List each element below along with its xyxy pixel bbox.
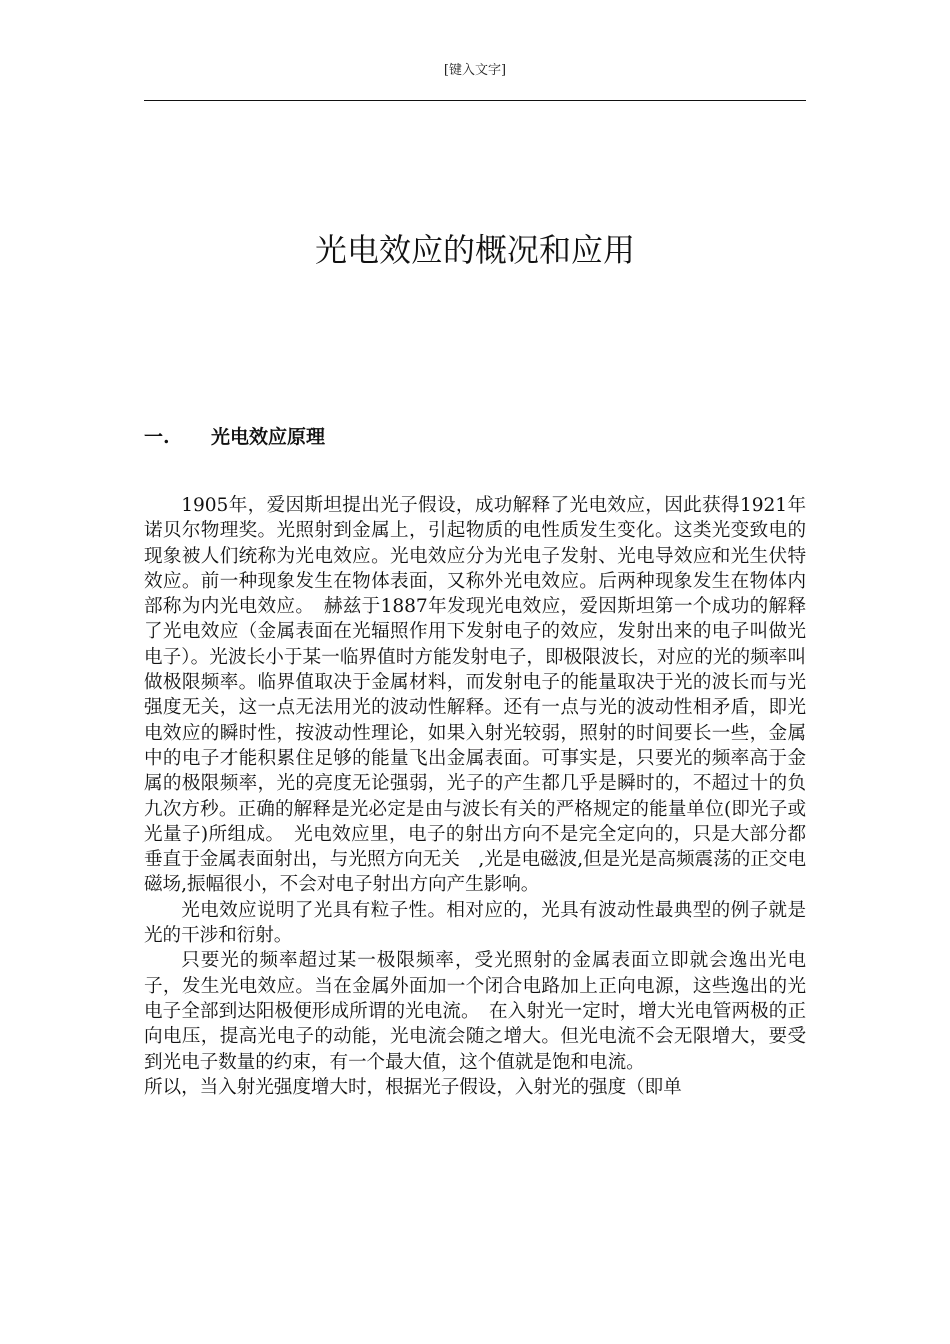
paragraph-2: 光电效应说明了光具有粒子性。相对应的，光具有波动性最典型的例子就是光的干涉和衍射。 <box>144 899 806 947</box>
section-heading <box>144 423 806 451</box>
body-text <box>144 493 806 1100</box>
paragraph-1: 1905年，爱因斯坦提出光子假设，成功解释了光电效应，因此获得1921年诺贝尔物理奖。光照射到金属上，引起物质的电性质发生变化。这类光变致电的现象被人们统称为光电效应。光电效应分为光电子发射、光电导效应和光生伏特效应。前一种现象发生在物体表面，又称外光电效应。后两种现象发生在物体内部称为内光电效应。 赫兹于1887年发现光电效应，爱因斯坦第一个成功的解释了光电效应（金属表面在光辐照作用下发射电子的效应，发射出来的电子叫做光电子）。光波长小于某一临界值时方能发射电子，即极限波长，对应的光的频率叫做极限频率。临界值取决于金属材料，而发射电子的能量取决于光的波长而与光强度无关，这一点无法用光的波动性解释。还有一点与光的波动性相矛盾，即光电效应的瞬时性，按波动性理论，如果入射光较弱，照射的时间要长一些，金属中的电子才能积累住足够的能量飞出金属表面。可事实是，只要光的频率高于金属的极限频率，光的亮度无论强弱，光子的产生都几乎是瞬时的，不超过十的负九次方秒。正确的解释是光必定是由与波长有关的严格规定的能量单位(即光子或光量子)所组成。 光电效应里，电子的射出方向不是完全定向的，只是大部分都垂直于金属表面射出，与光照方向无关 ,光是电磁波,但是光是高频震荡的正交电磁场,振幅很小，不会对电子射出方向产生影响。 <box>144 495 806 896</box>
paragraph-4: 所以，当入射光强度增大时，根据光子假设，入射光的强度（即单 <box>144 1076 682 1098</box>
paragraph-3: 只要光的频率超过某一极限频率，受光照射的金属表面立即就会逸出光电子，发生光电效应。当在金属外面加一个闭合电路加上正向电源，这些逸出的光电子全部到达阳极便形成所谓的光电流。 在入射光一定时，增大光电管两极的正向电压，提高光电子的动能，光电流会随之增大。但光电流不会无限增大，要受到光电子数量的约束，有一个最大值，这个值就是饱和电流。 <box>144 950 806 1073</box>
section-number: 一. <box>144 426 170 448</box>
section-title: 光电效应原理 <box>211 426 326 448</box>
running-header: [键入文字] <box>443 63 507 78</box>
header-divider <box>144 100 806 101</box>
document-title: 光电效应的概况和应用 <box>314 231 635 269</box>
